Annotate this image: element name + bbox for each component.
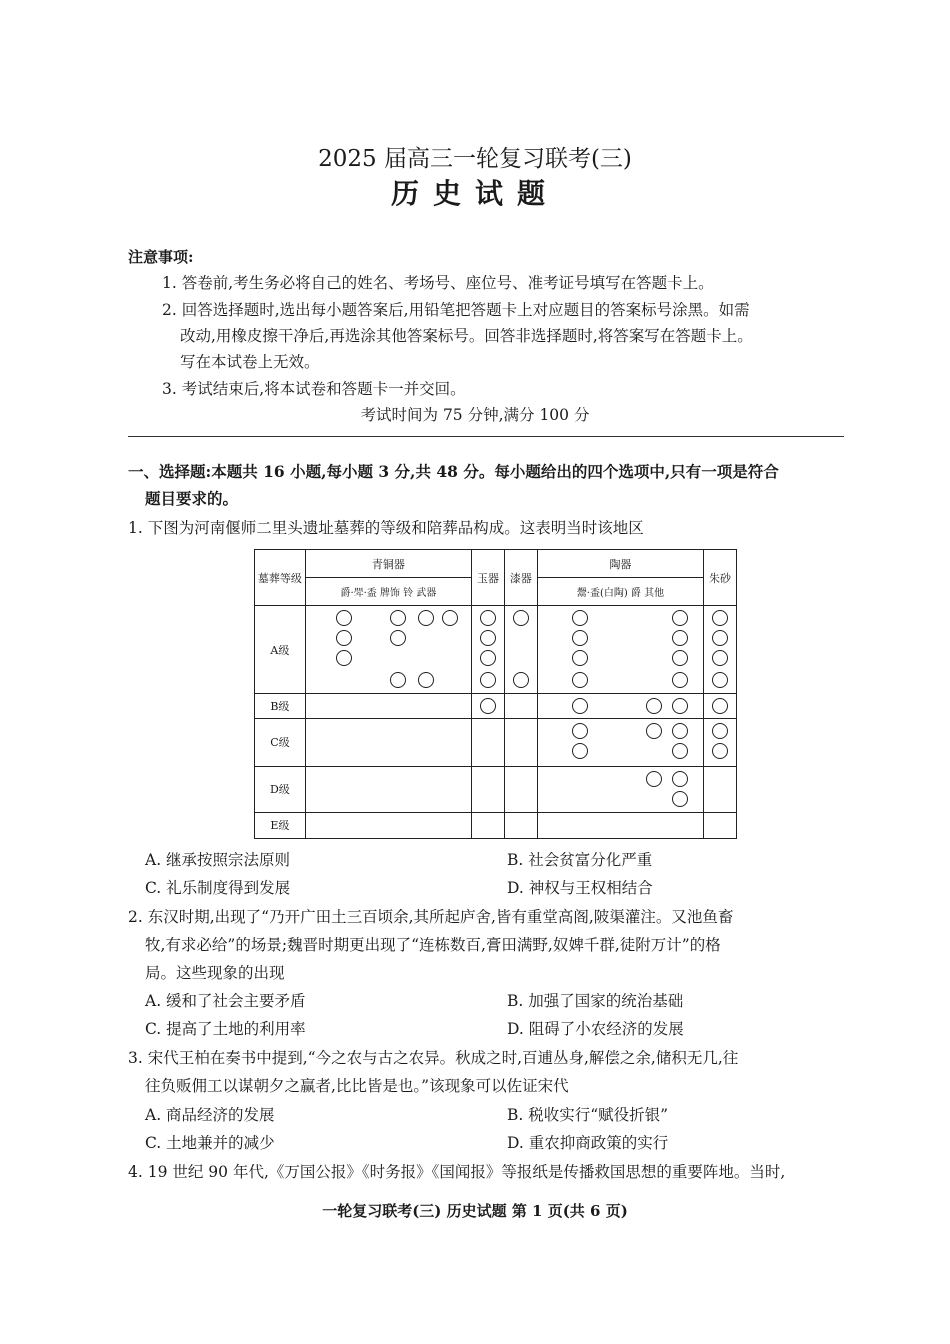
artifact-marker bbox=[672, 743, 688, 759]
d-lacquer bbox=[504, 766, 537, 812]
notice-label: 注意事项: bbox=[128, 248, 194, 266]
artifact-marker bbox=[572, 630, 588, 646]
artifact-marker bbox=[572, 743, 588, 759]
q2-line: 牧,有求必给”的场景;魏晋时期更出现了“连栋数百,膏田满野,奴婢千群,徒附万计”的格 bbox=[145, 936, 721, 954]
artifact-marker bbox=[572, 610, 588, 626]
artifact-marker bbox=[480, 698, 496, 714]
col-lacquer: 漆器 bbox=[504, 550, 537, 606]
artifact-marker bbox=[480, 610, 496, 626]
b-bronze bbox=[305, 694, 471, 718]
e-pottery bbox=[537, 812, 703, 838]
col-pottery: 陶器 bbox=[537, 550, 703, 578]
artifact-marker bbox=[418, 610, 434, 626]
d-pottery bbox=[537, 766, 703, 812]
c-pottery bbox=[537, 718, 703, 766]
q1-option-b: B. 社会贫富分化严重 bbox=[507, 851, 653, 869]
a-pottery bbox=[537, 606, 703, 694]
artifact-marker bbox=[336, 630, 352, 646]
artifact-marker bbox=[480, 672, 496, 688]
artifact-marker bbox=[672, 723, 688, 739]
row-grade: D级 bbox=[255, 766, 306, 812]
artifact-marker bbox=[712, 698, 728, 714]
c-jade bbox=[472, 718, 505, 766]
artifact-marker bbox=[513, 610, 529, 626]
artifact-marker bbox=[572, 698, 588, 714]
notice-item: 3. 考试结束后,将本试卷和答题卡一并交回。 bbox=[162, 380, 466, 398]
artifact-marker bbox=[712, 723, 728, 739]
q3-line: 往负贩佣工以谋朝夕之赢者,比比皆是也。”该现象可以佐证宋代 bbox=[145, 1077, 569, 1095]
q3-option-d: D. 重农抑商政策的实行 bbox=[507, 1134, 669, 1152]
e-bronze bbox=[305, 812, 471, 838]
artifact-marker bbox=[672, 630, 688, 646]
d-jade bbox=[472, 766, 505, 812]
q4-line: 4. 19 世纪 90 年代,《万国公报》《时务报》《国闻报》等报纸是传播救国思想的重要阵地。当时, bbox=[128, 1163, 786, 1181]
b-cinnabar bbox=[704, 694, 737, 718]
b-jade bbox=[472, 694, 505, 718]
row-grade: C级 bbox=[255, 718, 306, 766]
artifact-marker bbox=[672, 771, 688, 787]
artifact-marker bbox=[672, 698, 688, 714]
col-bronze: 青铜器 bbox=[305, 550, 471, 578]
e-cinnabar bbox=[704, 812, 737, 838]
artifact-marker bbox=[480, 650, 496, 666]
artifact-marker bbox=[646, 723, 662, 739]
artifact-marker bbox=[712, 630, 728, 646]
divider bbox=[128, 436, 844, 437]
col-grade: 墓葬等级 bbox=[255, 550, 306, 606]
q2-line: 2. 东汉时期,出现了“乃开广田土三百顷余,其所起庐舍,皆有重堂高阁,陂渠灌注。又池鱼畜 bbox=[128, 908, 734, 926]
q1-option-d: D. 神权与王权相结合 bbox=[507, 879, 653, 897]
tomb-table bbox=[254, 549, 737, 839]
d-bronze bbox=[305, 766, 471, 812]
q1-option-a: A. 继承按照宗法原则 bbox=[145, 851, 291, 869]
artifact-marker bbox=[712, 743, 728, 759]
artifact-marker bbox=[390, 610, 406, 626]
a-bronze bbox=[305, 606, 471, 694]
artifact-marker bbox=[646, 771, 662, 787]
artifact-marker bbox=[712, 672, 728, 688]
artifact-marker bbox=[672, 791, 688, 807]
subject-title: 历史试题 bbox=[390, 177, 559, 210]
artifact-marker bbox=[336, 650, 352, 666]
q2-option-b: B. 加强了国家的统治基础 bbox=[507, 992, 684, 1010]
artifact-marker bbox=[712, 650, 728, 666]
section-heading: 一、选择题:本题共 16 小题,每小题 3 分,共 48 分。每小题给出的四个选项中,只有一项是符合 bbox=[128, 462, 779, 481]
q1-stem: 1. 下图为河南偃师二里头遗址墓葬的等级和陪葬品构成。这表明当时该地区 bbox=[128, 519, 644, 537]
artifact-marker bbox=[672, 672, 688, 688]
artifact-marker bbox=[418, 672, 434, 688]
q3-option-b: B. 税收实行“赋役折银” bbox=[507, 1106, 669, 1124]
artifact-marker bbox=[572, 650, 588, 666]
row-grade: A级 bbox=[255, 606, 306, 694]
q3-line: 3. 宋代王柏在奏书中提到,“今之农与古之农异。秋成之时,百逋丛身,解偿之余,储积无几,往 bbox=[128, 1049, 739, 1067]
e-jade bbox=[472, 812, 505, 838]
b-pottery bbox=[537, 694, 703, 718]
b-lacquer bbox=[504, 694, 537, 718]
a-jade bbox=[472, 606, 505, 694]
section-heading-cont: 题目要求的。 bbox=[145, 489, 239, 508]
notice-item: 1. 答卷前,考生务必将自己的姓名、考场号、座位号、准考证号填写在答题卡上。 bbox=[162, 274, 714, 292]
notice-item: 2. 回答选择题时,选出每小题答案后,用铅笔把答题卡上对应题目的答案标号涂黑。如需 bbox=[162, 301, 750, 319]
page-footer: 一轮复习联考(三) 历史试题 第 1 页(共 6 页) bbox=[322, 1202, 628, 1220]
artifact-marker bbox=[390, 630, 406, 646]
q2-option-d: D. 阻碍了小农经济的发展 bbox=[507, 1020, 684, 1038]
artifact-marker bbox=[672, 650, 688, 666]
e-lacquer bbox=[504, 812, 537, 838]
row-grade: E级 bbox=[255, 812, 306, 838]
artifact-marker bbox=[712, 610, 728, 626]
artifact-marker bbox=[572, 723, 588, 739]
a-lacquer bbox=[504, 606, 537, 694]
d-cinnabar bbox=[704, 766, 737, 812]
c-lacquer bbox=[504, 718, 537, 766]
artifact-marker bbox=[336, 610, 352, 626]
q2-line: 局。这些现象的出现 bbox=[145, 964, 285, 982]
q2-option-a: A. 缓和了社会主要矛盾 bbox=[145, 992, 306, 1010]
q3-option-c: C. 土地兼并的减少 bbox=[145, 1134, 275, 1152]
a-cinnabar bbox=[704, 606, 737, 694]
notice-item: 改动,用橡皮擦干净后,再选涂其他答案标号。回答非选择题时,将答案写在答题卡上。 bbox=[180, 327, 753, 345]
col-bronze-sub: 爵·斝·盉 牌饰 铃 武器 bbox=[305, 578, 471, 606]
notice-item: 写在本试卷上无效。 bbox=[180, 353, 320, 371]
col-pottery-sub: 鬶·盉(白陶) 爵 其他 bbox=[537, 578, 703, 606]
artifact-marker bbox=[480, 630, 496, 646]
row-grade: B级 bbox=[255, 694, 306, 718]
c-bronze bbox=[305, 718, 471, 766]
artifact-marker bbox=[672, 610, 688, 626]
artifact-marker bbox=[646, 698, 662, 714]
time-info: 考试时间为 75 分钟,满分 100 分 bbox=[360, 406, 590, 424]
artifact-marker bbox=[442, 610, 458, 626]
artifact-marker bbox=[572, 672, 588, 688]
q3-option-a: A. 商品经济的发展 bbox=[145, 1106, 275, 1124]
artifact-marker bbox=[390, 672, 406, 688]
col-cinnabar: 朱砂 bbox=[704, 550, 737, 606]
c-cinnabar bbox=[704, 718, 737, 766]
exam-title: 2025 届高三一轮复习联考(三) bbox=[318, 146, 632, 172]
col-jade: 玉器 bbox=[472, 550, 505, 606]
q1-option-c: C. 礼乐制度得到发展 bbox=[145, 879, 291, 897]
artifact-marker bbox=[513, 672, 529, 688]
q2-option-c: C. 提高了土地的利用率 bbox=[145, 1020, 306, 1038]
